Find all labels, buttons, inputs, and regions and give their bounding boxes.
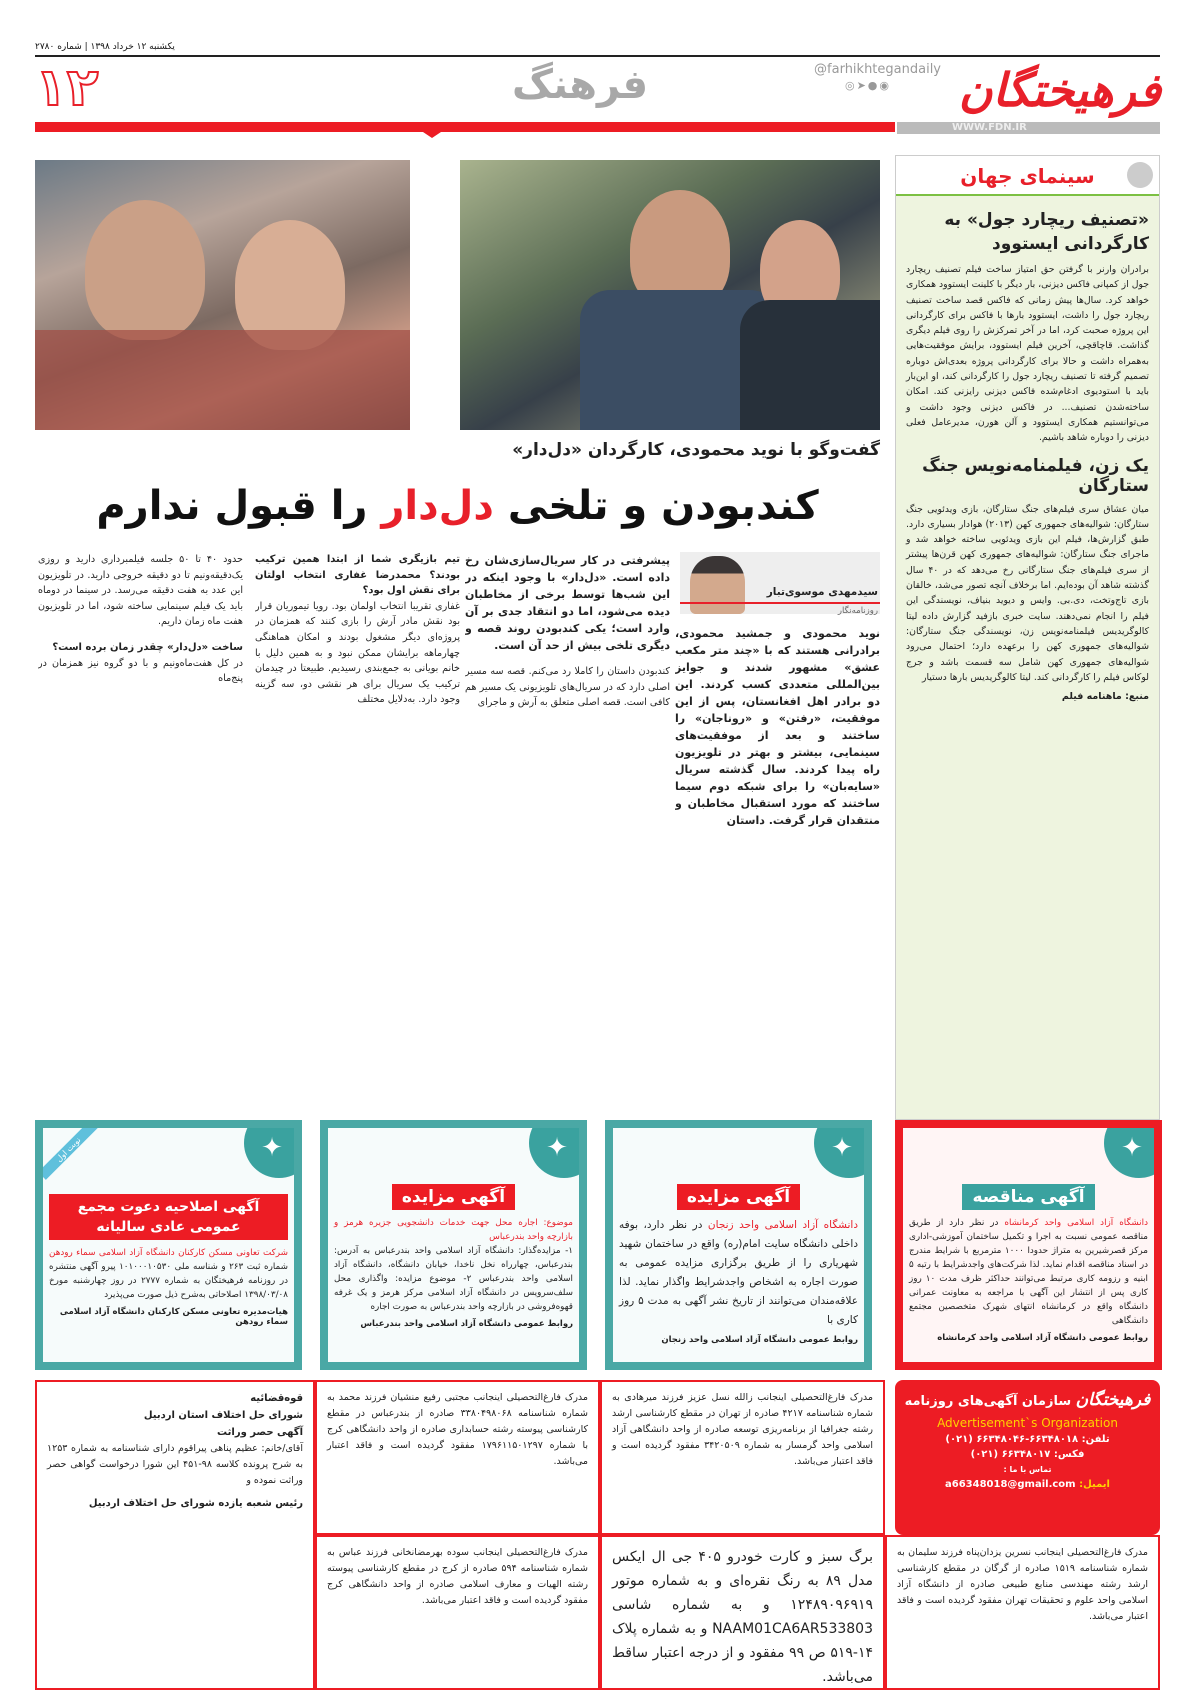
ad-ribbon: نوبت اول: [38, 1120, 99, 1180]
article-column-1: [675, 625, 880, 1110]
instagram-icon: ◎: [844, 79, 857, 92]
ad-body: ۱- مزایده‌گذار: دانشگاه آزاد اسلامی واحد بندرعباس به آدرس: بندرعباس، چهارراه نخل ناخدا، خیابان دانشگاه، دانشگاه آزاد اسلامی واحد بندرعباس ۲- موضوع مزایده: واگذاری محل سلف‌سرویس در دانشگاه آزاد اسلامی مرکز هرمز و یک غرفه قهوه‌فروشی در بازارچه واحد بندرعباس به صورت اجاره: [334, 1246, 574, 1312]
ad-org: دانشگاه آزاد اسلامی واحد کرمانشاه: [1004, 1218, 1148, 1228]
article-headline: [35, 478, 880, 534]
org-email-label: ایمیل:: [1079, 1479, 1110, 1490]
org-title: سازمان آگهی‌های روزنامه: [904, 1394, 1072, 1409]
ad-footer: هیات‌مدیره تعاونی مسکن کارکنان دانشگاه آزاد اسلامی سماء رودهن: [59, 1307, 288, 1327]
column4-body: حدود ۴۰ تا ۵۰ جلسه فیلمبرداری دارید و روزی یک‌دقیقه‌ونیم تا دو دقیقه خروجی دارید. در تلویزیون این عدد به هفت دقیقه می‌رسد. در سینما در دوماه باید یک فیلم سینمایی ساخته شود، اما در تلویزیون هفت ماه زمان داریم.: [38, 554, 243, 628]
ad-title: آگهی اصلاحیه دعوت مجمع عمومی عادی سالیانه: [49, 1194, 288, 1240]
ad-body: در نظر دارد از طریق مناقصه عمومی نسبت به اجرا و تکمیل ساختمان آموزشی-اداری مرکز قصرشیرین به متراژ حدودا ۱۰۰۰ مترمربع با شرایط مندرج در اسناد مناقصه اقدام نماید. لذا شرکت‌های واجدشرایط با رتبه ۵ ابنیه و رزومه کاری مرتبط می‌توانند حداکثر ظرف مدت ۱۰ روز کاری پس از انتشار این آگهی با مراجعه به معاونت عمرانی دانشگاه واقع در کرمانشاه انتهای شهرک متخصصین مجتمع دانشگاهی: [909, 1218, 1149, 1326]
ad-tender-kermanshah: [895, 1120, 1162, 1370]
org-logo: فرهیختگان: [1075, 1390, 1151, 1410]
ad-title: آگهی مزایده: [677, 1184, 800, 1210]
column1-lead: نوید محمودی و جمشید محمودی، برادرانی هستند که با «چند متر مکعب عشق» مشهور شدند و جوایز بین‌المللی متعددی کسب کردند. این دو برادر اهل افغانستان، پس از این موفقیت، «رفتن» و «روناجان» را ساختند و بعد از موفقیت‌های سینمایی، بیشتر و بهتر در تلویزیون راه پیدا کردند. سال گذشته سریال «سایه‌بان» را برای شبکه دوم سیما ساختند که مورد استقبال مخاطبان و منتقدان قرار گرفت. داستان: [675, 627, 880, 827]
page-number: ۱۲: [35, 58, 99, 118]
dateline: یکشنبه ۱۲ خرداد ۱۳۹۸ | شماره ۲۷۸۰: [35, 42, 175, 52]
org-email[interactable]: a66348018@gmail.com: [944, 1479, 1076, 1490]
university-emblem-icon: ✦: [244, 1120, 302, 1178]
notice-footer: رئیس شعبه یازده شورای حل اختلاف اردبیل: [88, 1498, 303, 1509]
notice-heading-3: آگهی حصر وراثت: [217, 1427, 303, 1438]
ad-subject: موضوع: اجاره محل جهت خدمات دانشجویی جزیره هرمز و بازارچه واحد بندرعباس: [334, 1218, 573, 1242]
website-bar: WWW.FDN.IR: [897, 122, 1160, 134]
header-notch: [420, 130, 444, 138]
telegram-icon: ➤: [856, 79, 868, 92]
ad-body: در نظر دارد، بوفه داخلی دانشگاه سایت امام(ره) واقع در ساختمان شهید شهریاری را از طریق برگزاری مزایده عمومی به صورت اجاره به اشخاص واجدشرایط واگذار نماید. لذا علاقه‌مندان می‌توانند از تاریخ نشر آگهی به مدت ۵ روز کاری با: [619, 1219, 858, 1326]
column4-body2: در کل هفت‌ماه‌ونیم و با دو گروه نیز همزمان در پنج‌ماه: [38, 657, 243, 685]
classified-inheritance-notice: [35, 1380, 315, 1690]
author-box: [680, 552, 880, 614]
sidebar-story1-body: برادران وارنر با گرفتن حق امتیاز ساخت فیلم تصنیف ریچارد جول از کمپانی فاکس دیزنی، بار دیگر با کلینت ایستوود همکاری خواهد کرد. سال‌ها پیش زمانی که فاکس قصد ساخت تصنیف ریچارد جول را داشت، ایستوود بارها با فاکس برای کارگردانی این پروژه صحبت کرد، اما در آخر تمرکزش را روی فیلم دیگری گذاشت. قاچاقچی، آخرین فیلم ایستوود، برایش موفقیت‌هایی به‌همراه داشت و حالا برای کارگردانی پروژه بعدی‌اش دوباره تصمیم گرفته تا تصنیف ریچارد جول را کارگردانی کند، او این‌بار باید با استودیوی ادغام‌شده فاکس دیزنی رایزنی کند. امکان ساخته‌شدن تصنیف... در فاکس دیزنی وجود داشت و می‌توانستیم همکاری ایستوود و آلن هورن، مدیرعامل فعلی دیزنی را دوباره شاهد باشیم.: [906, 264, 1149, 444]
classified-lost-car-docs: برگ سبز و کارت خودرو ۴۰۵ جی ال ایکس مدل ۸۹ به رنگ نقره‌ای و به شماره موتور ۱۲۴۸۹۰۹۶۹۱۹ و به شماره شاسی NAAM01CA6AR533803 و به شماره پلاک ۱۴-۵۱۹ ص ۹۹ مفقود و از درجه اعتبار ساقط می‌باشد.: [600, 1535, 885, 1690]
classified-lost-degree: مدرک فارغ‌التحصیلی اینجانب سوده بهرمضانخانی فرزند عباس به شماره شناسنامه ۵۹۴ صادره از کرج در مقطع کارشناسی پیوسته رشته الهیات و معارف اسلامی صادره از واحد دانشگاهی کرج مفقود گردیده است و فاقد اعتبار می‌باشد.: [315, 1535, 600, 1690]
author-avatar: [690, 556, 745, 614]
photo-directors-on-set: [35, 160, 410, 430]
author-divider: [680, 602, 880, 604]
notice-heading-2: شورای حل اختلاف استان اردبیل: [143, 1410, 303, 1421]
twitter-icon: ●: [867, 79, 880, 92]
column2-body: کندبودن داستان را کاملا رد می‌کنم. قصه سه مسیر اصلی دارد که در سریال‌های تلویزیونی یک مسیر هم کافی است. قصه اصلی متعلق به آرش و ماجرای: [465, 666, 670, 709]
ad-footer: روابط عمومی دانشگاه آزاد اسلامی واحد زنجان: [661, 1335, 858, 1345]
notice-body: آقای/خانم: عظیم پناهی پیراقوم دارای شناسنامه به شماره ۱۲۵۳ به شرح پرونده کلاسه ۹۸-۴۵۱ این شورا درخواست گواهی حصر وراثت نموده و: [47, 1443, 303, 1486]
sidebar-story2-body: میان عشاق سری فیلم‌های جنگ ستارگان، بازی ویدئویی جنگ ستارگان: شوالیه‌های جمهوری کهن (۲۰۱۳) هوادار بسیاری دارد. طبق گزارش‌ها، فیلم این بازی ویدئویی ساخته خواهد شد و ماجرای جنگ ستارگان: شوالیه‌های جمهوری کهن قرن‌ها پیشتر از سری فیلم‌های جنگ ستارگانی رخ می‌دهد که در ۴۰ سال گذشته شاهد آن بوده‌ایم. اما برخلاف آنچه تصور می‌شد، خالقان بازی تاج‌وتخت، دی.بی. وایس و دیوید بنیاف، نویسندگی این فیلم را انجام نمی‌دهند. سایت خبری بازفید گزارش داده لیتا کالوگریدیس فیلمنامه‌نویس زن، نویسندگی جنگ ستارگان: شوالیه‌های جمهوری کهن را برعهده دارد؛ احتمال می‌رود شوالیه‌های جمهوری کهن شامل سه قسمت باشد و جرج لوکاس فیلم را کارگردانی کند. لیتا کالوگریدیس بارها دستیار: [906, 503, 1149, 683]
column2-lead: پیشرفتی در کار سریال‌سازی‌شان رخ داده است. «دل‌دار» با وجود اینکه در این شب‌ها توسط برخی از مخاطبان دیده می‌شود، اما دو انتقاد جدی بر آن وارد است؛ یکی کندبودن روند قصه و دیگری تلخی بیش از حد آن است.: [465, 554, 670, 652]
sidebar-heading: [896, 156, 1159, 196]
university-emblem-icon: ✦: [529, 1120, 587, 1178]
sidebar-story1-title: «تصنیف ریچارد جول» به کارگردانی ایستوود: [944, 210, 1149, 254]
article-column-2: [465, 552, 670, 1112]
photo-series-scene: [460, 160, 880, 430]
article-column-4: [38, 552, 243, 1112]
article-column-3: [255, 552, 460, 1112]
classified-lost-degree: مدرک فارغ‌التحصیلی اینجانب مجتبی رفیع منشیان فرزند محمد به شماره شناسنامه ۳۳۸۰۴۹۸۰۶۸ صادره از بندرعباس در مقطع کارشناسی پیوسته رشته حسابداری صادره از واحد دانشگاهی کرج با شماره ۱۷۹۶۱۱۵۰۱۲۹۷ مفقود گردیده است و فاقد اعتبار می‌باشد.: [315, 1380, 600, 1535]
ad-body: شماره ثبت ۲۶۳ و شناسه ملی ۱۰۱۰۰۰۱۰۵۳۰ پیرو آگهی منتشره در روزنامه فرهیختگان به شماره ۲۷۷۷ در روز چهارشنبه مورخ ۱۳۹۸/۰۳/۰۸ اصلاحاتی به‌شرح ذیل صورت می‌پذیرد: [49, 1262, 289, 1300]
sidebar-source: منبع: ماهنامه فیلم: [1061, 691, 1149, 703]
notice-heading-1: قوه‌قضائیه: [250, 1393, 303, 1404]
sidebar-heading-text: سینمای جهان: [960, 164, 1095, 188]
ad-auction-bandarabbas: [320, 1120, 587, 1370]
ad-assembly-correction: [35, 1120, 302, 1370]
university-emblem-icon: ✦: [1104, 1120, 1162, 1178]
ad-footer: روابط عمومی دانشگاه آزاد اسلامی واحد بندرعباس: [360, 1319, 573, 1329]
social-handle: @farhikhtegandaily: [814, 62, 941, 77]
headline-red: دل‌دار: [381, 483, 494, 529]
org-phone: تلفن: ۶۶۳۴۸۰۱۸-۶۶۳۴۸۰۴۶ (۰۲۱): [945, 1434, 1110, 1445]
column4-question: ساخت «دل‌دار» چقدر زمان برده است؟: [52, 641, 243, 653]
university-emblem-icon: ✦: [814, 1120, 872, 1178]
column3-body: غفاری تقریبا انتخاب اولمان بود. رویا تیموریان قرار بود نقش مادر آرش را بازی کنند که همزمان در پروژه‌ای دیگر مشغول بودند و امکان هماهنگی چهارماهه برایشان ممکن نبود و به همین دلیل با خانم بویانی به جمع‌بندی رسیدیم. طبیعتا در چیدمان ترکیب یک سریال برای هر نقشی دو، سه گزینه وجود دارد. به‌دلایل مختلف: [255, 600, 460, 706]
section-title: فرهنگ: [511, 62, 649, 108]
org-english: Advertisement`s Organization: [937, 1416, 1118, 1430]
newspaper-logo: فرهیختگان: [958, 63, 1161, 117]
ad-org: دانشگاه آزاد اسلامی واحد زنجان: [707, 1219, 858, 1231]
org-fax: فکس: ۶۶۳۴۸۰۱۷ (۰۲۱): [970, 1449, 1085, 1460]
ad-title: آگهی مزایده: [392, 1184, 515, 1210]
classified-lost-degree: مدرک فارغ‌التحصیلی اینجانب زالله نسل عزیز فرزند میرهادی به شماره شناسنامه ۴۲۱۷ صادره از تهران در مقطع کارشناسی ارشد رشته جغرافیا از برنامه‌ریزی توسعه صادره از واحد دانشگاهی آزاد اسلامی واحد گرمسار به شماره ۳۴۲۰۵۰۹ مفقود گردیده است و فاقد اعتبار می‌باشد.: [600, 1380, 885, 1535]
author-role: روزنامه‌نگار: [837, 606, 878, 616]
headline-part2: را قبول ندارم: [96, 483, 368, 529]
ad-organization-box: [895, 1380, 1160, 1535]
headline-part1: کندبودن و تلخی: [507, 483, 819, 529]
top-rule: [35, 55, 1160, 57]
web-icon: ◉: [879, 79, 891, 92]
ad-title: آگهی مناقصه: [962, 1184, 1094, 1210]
classified-lost-degree: مدرک فارغ‌التحصیلی اینجانب نسرین یزدان‌پناه فرزند سلیمان به شماره شناسنامه ۱۵۱۹ صادره از گرگان در مقطع کارشناسی ارشد رشته مهندسی منابع طبیعی صادره از دانشگاه آزاد اسلامی واحد علوم و تحقیقات تهران مفقود گردیده است و فاقد اعتبار می‌باشد.: [885, 1535, 1160, 1690]
article-kicker: گفت‌وگو با نوید محمودی، کارگردان «دل‌دار»: [512, 440, 880, 460]
header-red-bar: [35, 122, 895, 132]
ad-auction-zanjan: [605, 1120, 872, 1370]
ad-footer: روابط عمومی دانشگاه آزاد اسلامی واحد کرمانشاه: [937, 1333, 1148, 1343]
org-contact: تماس با ما :: [1003, 1465, 1052, 1474]
quote-icon: [1127, 162, 1153, 188]
social-icons: [845, 79, 891, 92]
column3-question: تیم بازیگری شما از ابتدا همین ترکیب بودند؟ محمدرضا غفاری انتخاب اولتان برای نقش اول بود؟: [255, 554, 460, 597]
author-name: سیدمهدی موسوی‌تبار: [766, 586, 878, 598]
ad-org: شرکت تعاونی مسکن کارکنان دانشگاه آزاد اسلامی سماء رودهن: [49, 1248, 288, 1258]
sidebar-story2-title: یک زن، فیلمنامه‌نویس جنگ ستارگان: [922, 455, 1149, 496]
world-cinema-sidebar: [895, 155, 1160, 1120]
